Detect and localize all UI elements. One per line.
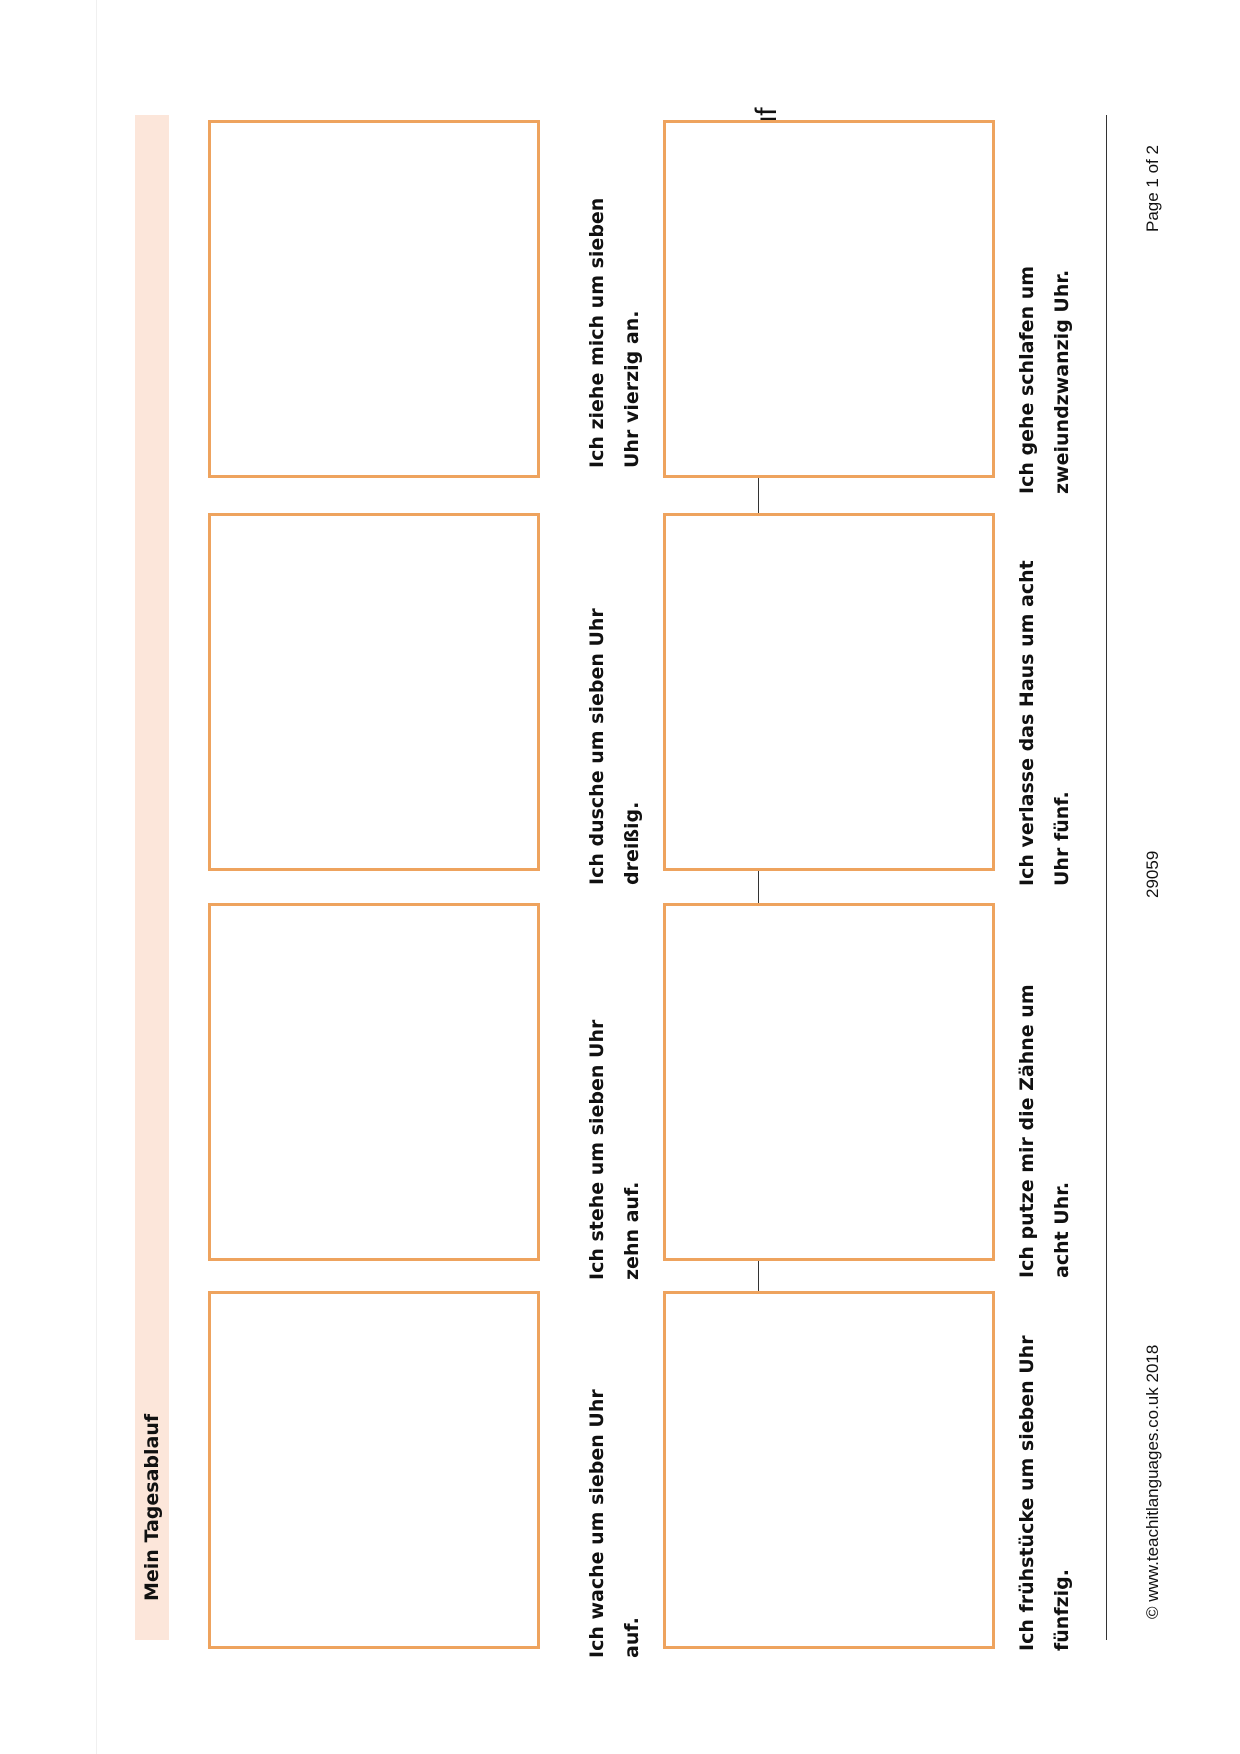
caption-3 [580,575,650,885]
caption-4-line-1: Ich ziehe mich um sieben [586,197,608,468]
page-edge [96,0,97,1754]
drawing-box-7[interactable] [663,513,995,871]
drawing-box-6[interactable] [663,903,995,1261]
caption-3-line-2: dreißig. [621,801,643,885]
caption-7 [1010,556,1080,886]
footer-page-number: Page 1 of 2 [1143,145,1162,232]
caption-4 [580,158,650,468]
drawing-box-2[interactable] [208,903,540,1261]
caption-7-line-1: Ich verlasse das Haus um acht [1016,560,1038,886]
caption-6 [1010,948,1080,1278]
footer-resource-id: 29059 [1143,850,1162,898]
caption-1 [580,1348,650,1658]
footer-rule [1106,115,1107,1640]
caption-3-line-1: Ich dusche um sieben Uhr [586,608,608,885]
caption-5 [1010,1321,1080,1651]
caption-6-line-1: Ich putze mir die Zähne um [1016,984,1038,1278]
caption-2-line-2: zehn auf. [621,1181,643,1280]
drawing-box-4[interactable] [208,120,540,478]
caption-8-line-2: zweiundzwanzig Uhr. [1051,269,1073,494]
caption-1-line-2: auf. [621,1617,643,1658]
caption-8-line-1: Ich gehe schlafen um [1016,265,1038,494]
caption-5-line-2: fünfzig. [1051,1569,1073,1651]
caption-7-line-2: Uhr fünf. [1051,791,1073,886]
caption-4-line-2: Uhr vierzig an. [621,310,643,468]
caption-8 [1010,164,1080,494]
heading-band [135,115,169,1640]
worksheet-heading: Mein Tagesablauf [141,1413,163,1601]
drawing-box-8[interactable] [663,120,995,478]
footer-copyright: © www.teachitlanguages.co.uk 2018 [1143,1344,1162,1619]
caption-5-line-1: Ich frühstücke um sieben Uhr [1016,1335,1038,1651]
caption-6-line-2: acht Uhr. [1051,1181,1073,1278]
caption-1-line-1: Ich wache um sieben Uhr [586,1389,608,1658]
caption-2-line-1: Ich stehe um sieben Uhr [586,1019,608,1280]
drawing-box-3[interactable] [208,513,540,871]
caption-2 [580,970,650,1280]
drawing-box-5[interactable] [663,1291,995,1649]
drawing-box-1[interactable] [208,1291,540,1649]
